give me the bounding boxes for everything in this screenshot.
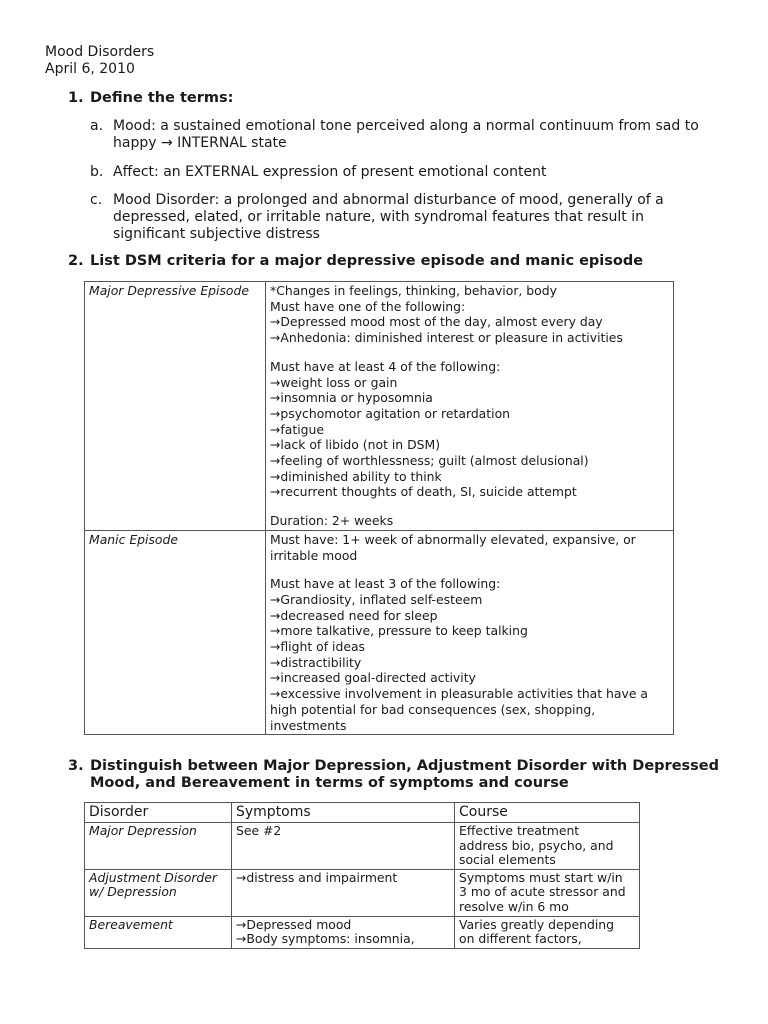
q3-heading-line1: Distinguish between Major Depression, Adjustment Disorder with Depressed bbox=[90, 758, 720, 774]
disorder-cell bbox=[85, 869, 232, 916]
course-line: address bio, psycho, and bbox=[459, 837, 614, 853]
course-line: on different factors, bbox=[459, 931, 582, 947]
q1-item-b bbox=[90, 164, 723, 181]
mde-line: →weight loss or gain bbox=[270, 374, 398, 390]
mde-line: →insomnia or hyposomnia bbox=[270, 390, 433, 406]
q1-item-c-line3: significant subjective distress bbox=[113, 226, 320, 242]
disorder-cell: Major Depression bbox=[85, 823, 232, 870]
q1-item-c-line1: Mood Disorder: a prolonged and abnormal disturbance of mood, generally of a bbox=[113, 192, 664, 208]
course-line: Varies greatly depending bbox=[459, 916, 614, 932]
q2-heading bbox=[68, 253, 644, 270]
q2-heading-text: List DSM criteria for a major depressive episode and manic episode bbox=[90, 253, 644, 269]
q2-number: 2. bbox=[68, 253, 84, 269]
symptom-line: →Body symptoms: insomnia, bbox=[236, 931, 415, 947]
symptom-line: →Depressed mood bbox=[236, 916, 352, 932]
q3-heading-line2: Mood, and Bereavement in terms of symptoms and course bbox=[90, 775, 569, 791]
mde-line: →diminished ability to think bbox=[270, 468, 442, 484]
header-disorder: Disorder bbox=[85, 803, 232, 823]
q1-item-a-line2: happy → INTERNAL state bbox=[113, 135, 287, 151]
q1-item-a bbox=[90, 118, 723, 152]
q1-number: 1. bbox=[68, 90, 84, 106]
manic-label: Manic Episode bbox=[85, 530, 266, 734]
course-line: Symptoms must start w/in bbox=[459, 869, 623, 885]
manic-line: Must have: 1+ week of abnormally elevated, expansive, or bbox=[270, 531, 636, 547]
header-symptoms: Symptoms bbox=[232, 803, 455, 823]
symptoms-cell: →distress and impairment bbox=[232, 869, 455, 916]
q1-item-c bbox=[90, 192, 723, 243]
disorder-line: Adjustment Disorder bbox=[89, 869, 217, 885]
q1-item-a-letter: a. bbox=[90, 118, 104, 134]
symptoms-cell: See #2 bbox=[232, 823, 455, 870]
disorder-cell: Bereavement bbox=[85, 916, 232, 948]
manic-line: →increased goal-directed activity bbox=[270, 670, 476, 686]
q3-number: 3. bbox=[68, 758, 84, 774]
course-line: 3 mo of acute stressor and bbox=[459, 884, 626, 900]
mde-line: →fatigue bbox=[270, 421, 324, 437]
manic-line: →Grandiosity, inflated self-esteem bbox=[270, 591, 483, 607]
q1-heading-text: Define the terms: bbox=[90, 90, 234, 106]
course-cell bbox=[455, 916, 640, 948]
manic-line: →excessive involvement in pleasurable activities that have a bbox=[270, 686, 648, 702]
manic-line: irritable mood bbox=[270, 547, 358, 563]
course-line: resolve w/in 6 mo bbox=[459, 898, 569, 914]
q1-heading bbox=[68, 90, 234, 107]
mde-line: →feeling of worthlessness; guilt (almost delusional) bbox=[270, 453, 589, 469]
mde-line: →Anhedonia: diminished interest or pleasure in activities bbox=[270, 330, 623, 346]
q1-item-c-line2: depressed, elated, or irritable nature, with syndromal features that result in bbox=[113, 209, 644, 225]
table-row bbox=[85, 823, 640, 870]
q1-item-b-letter: b. bbox=[90, 164, 104, 180]
mde-criteria bbox=[266, 282, 674, 531]
table-row bbox=[85, 916, 640, 948]
table-row bbox=[85, 530, 674, 734]
doc-date: April 6, 2010 bbox=[45, 61, 135, 77]
mde-line: *Changes in feelings, thinking, behavior, body bbox=[270, 283, 557, 298]
manic-line: →flight of ideas bbox=[270, 639, 366, 655]
mde-line: Duration: 2+ weeks bbox=[270, 513, 394, 529]
q1-item-a-line1: Mood: a sustained emotional tone perceived along a normal continuum from sad to bbox=[113, 118, 699, 134]
manic-line: →decreased need for sleep bbox=[270, 607, 438, 623]
manic-line: Must have at least 3 of the following: bbox=[270, 576, 501, 592]
mde-line: Must have at least 4 of the following: bbox=[270, 358, 501, 374]
table-row bbox=[85, 869, 640, 916]
mde-line: →psychomotor agitation or retardation bbox=[270, 405, 511, 421]
course-line: Effective treatment bbox=[459, 823, 580, 838]
q1-item-c-letter: c. bbox=[90, 192, 103, 208]
table-header-row bbox=[85, 803, 640, 823]
q3-heading bbox=[68, 758, 720, 792]
comparison-table bbox=[84, 802, 640, 949]
symptoms-cell bbox=[232, 916, 455, 948]
manic-line: investments bbox=[270, 717, 347, 733]
mde-line: Must have one of the following: bbox=[270, 298, 466, 314]
course-cell bbox=[455, 869, 640, 916]
table-row bbox=[85, 282, 674, 531]
mde-line: →recurrent thoughts of death, SI, suicide attempt bbox=[270, 484, 577, 500]
mde-line: →Depressed mood most of the day, almost every day bbox=[270, 314, 603, 330]
doc-title: Mood Disorders bbox=[45, 44, 155, 60]
manic-criteria bbox=[266, 530, 674, 734]
course-cell bbox=[455, 823, 640, 870]
disorder-line: w/ Depression bbox=[89, 884, 177, 900]
dsm-criteria-table bbox=[84, 281, 674, 735]
q1-item-b-line1: Affect: an EXTERNAL expression of present emotional content bbox=[113, 164, 547, 180]
manic-line: →distractibility bbox=[270, 654, 362, 670]
manic-line: high potential for bad consequences (sex, shopping, bbox=[270, 701, 596, 717]
header-course: Course bbox=[455, 803, 640, 823]
course-line: social elements bbox=[459, 852, 556, 868]
mde-line: →lack of libido (not in DSM) bbox=[270, 437, 441, 453]
manic-line: →more talkative, pressure to keep talking bbox=[270, 623, 528, 639]
mde-label: Major Depressive Episode bbox=[85, 282, 266, 531]
